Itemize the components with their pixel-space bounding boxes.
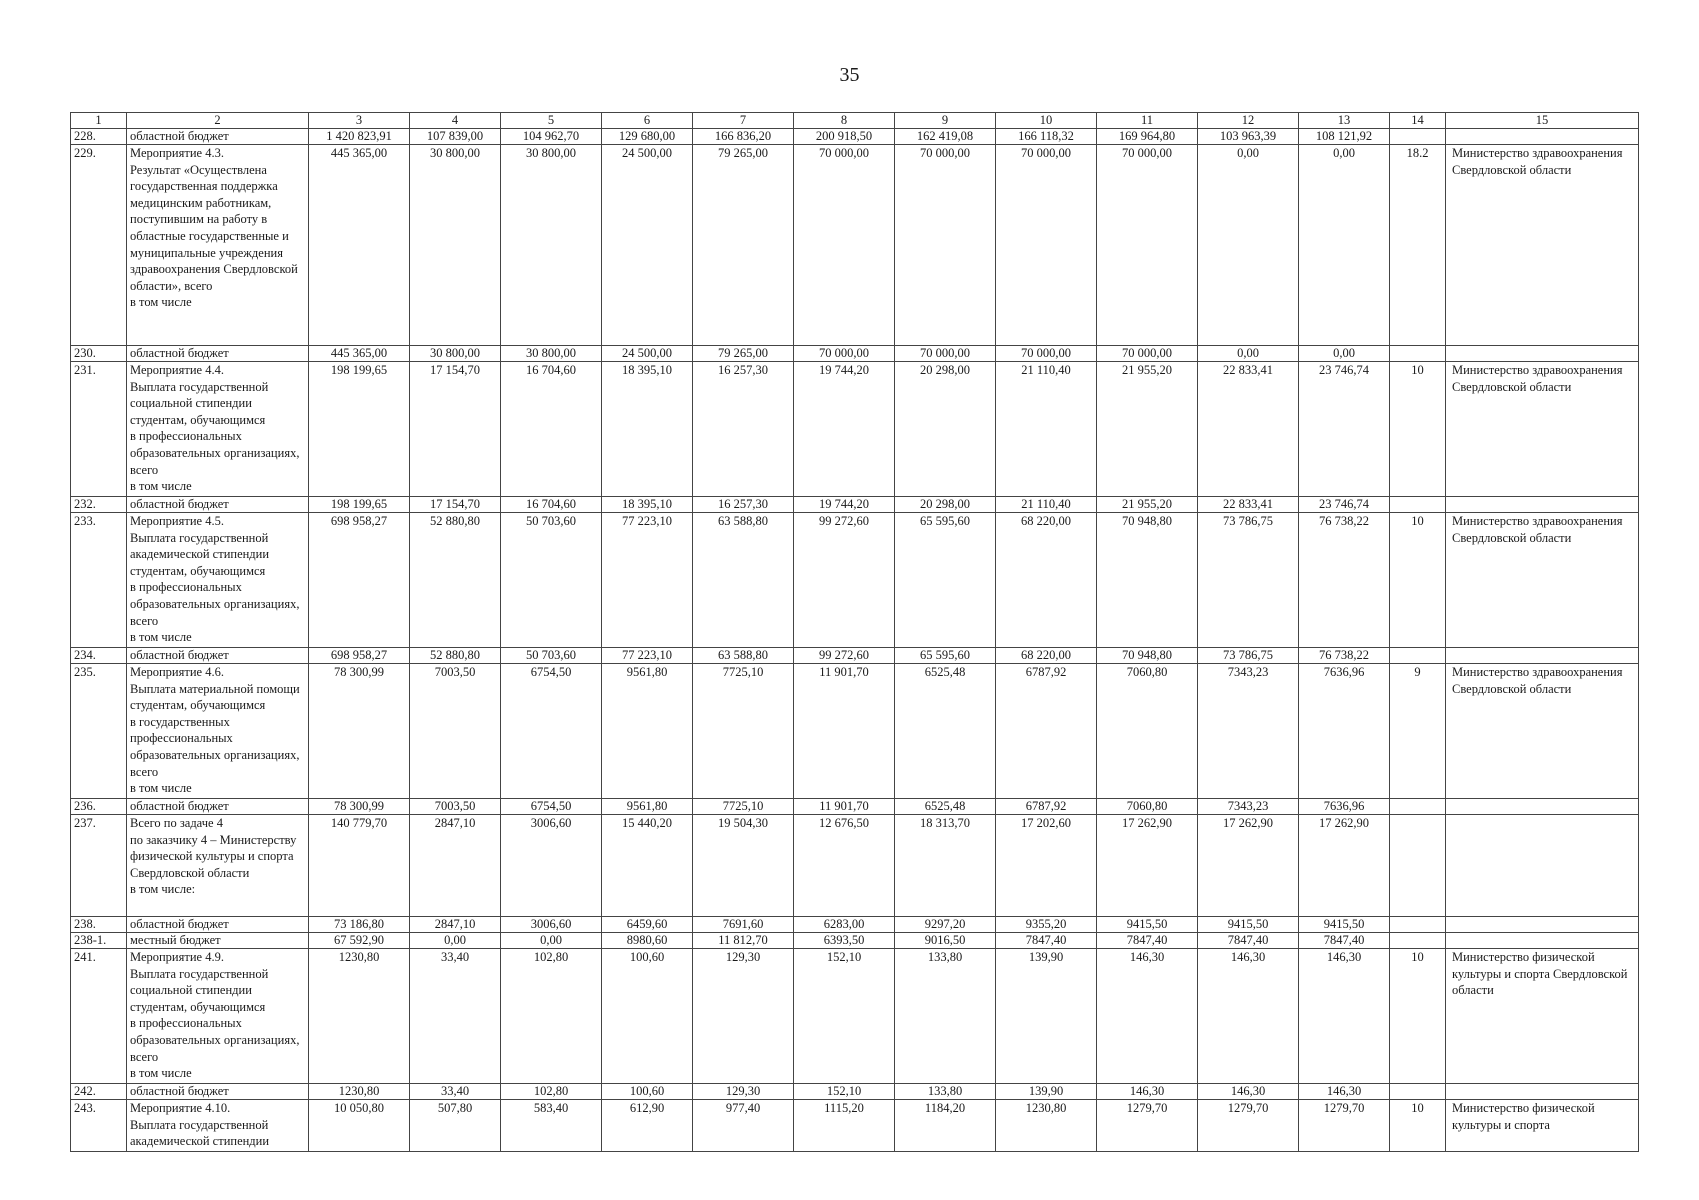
column-number-header: 5 [501, 113, 602, 129]
column-number-header: 9 [895, 113, 996, 129]
amount-cell: 146,30 [1299, 1084, 1390, 1100]
item-name-line: областной бюджет [130, 497, 229, 511]
amount-cell: 146,30 [1299, 949, 1390, 1084]
amount-cell: 73 786,75 [1198, 513, 1299, 648]
amount-cell: 1230,80 [309, 949, 410, 1084]
target-indicator-number: 10 [1390, 513, 1446, 648]
responsible-executor [1446, 799, 1639, 815]
amount-cell: 146,30 [1198, 949, 1299, 1084]
row-number: 236. [71, 799, 127, 815]
amount-cell: 107 839,00 [410, 129, 501, 145]
amount-cell: 23 746,74 [1299, 497, 1390, 513]
target-indicator-number: 10 [1390, 362, 1446, 497]
item-name-line: в том числе [130, 781, 192, 796]
amount-cell: 9297,20 [895, 917, 996, 933]
amount-cell: 152,10 [794, 949, 895, 1084]
amount-cell: 30 800,00 [501, 346, 602, 362]
amount-cell: 583,40 [501, 1100, 602, 1152]
item-name [127, 497, 309, 513]
amount-cell: 76 738,22 [1299, 513, 1390, 648]
item-name-line: в том числе [130, 630, 192, 645]
table-header-row [71, 113, 1639, 129]
amount-cell: 7847,40 [996, 933, 1097, 949]
amount-cell: 16 257,30 [693, 362, 794, 497]
amount-cell: 1279,70 [1097, 1100, 1198, 1152]
column-number-header: 15 [1446, 113, 1639, 129]
item-name-line: областной бюджет [130, 917, 229, 931]
item-name-line: Мероприятие 4.6. [130, 665, 224, 679]
amount-cell: 9016,50 [895, 933, 996, 949]
amount-cell: 162 419,08 [895, 129, 996, 145]
row-number: 231. [71, 362, 127, 497]
amount-cell: 22 833,41 [1198, 497, 1299, 513]
amount-cell: 9355,20 [996, 917, 1097, 933]
amount-cell: 73 786,75 [1198, 648, 1299, 664]
item-name-line: Всего по задаче 4 [130, 816, 223, 830]
amount-cell: 70 000,00 [996, 346, 1097, 362]
amount-cell: 70 000,00 [996, 145, 1097, 346]
row-number: 233. [71, 513, 127, 648]
amount-cell: 12 676,50 [794, 815, 895, 917]
responsible-executor [1446, 346, 1639, 362]
amount-cell: 146,30 [1097, 1084, 1198, 1100]
amount-cell: 19 744,20 [794, 362, 895, 497]
amount-cell: 11 812,70 [693, 933, 794, 949]
amount-cell: 70 948,80 [1097, 648, 1198, 664]
target-indicator-number [1390, 346, 1446, 362]
amount-cell: 104 962,70 [501, 129, 602, 145]
amount-cell: 129,30 [693, 1084, 794, 1100]
item-name-line: Выплата государственной социальной стипендии студентам, обучающимся [130, 966, 269, 1014]
amount-cell: 0,00 [1299, 145, 1390, 346]
amount-cell: 139,90 [996, 949, 1097, 1084]
item-name-line: в том числе [130, 479, 192, 494]
item-name [127, 815, 309, 917]
amount-cell: 7003,50 [410, 799, 501, 815]
amount-cell: 70 000,00 [895, 346, 996, 362]
amount-cell: 16 257,30 [693, 497, 794, 513]
amount-cell: 6787,92 [996, 664, 1097, 799]
amount-cell: 507,80 [410, 1100, 501, 1152]
table-row [71, 949, 1639, 1084]
item-name-line: областной бюджет [130, 346, 229, 360]
row-number: 243. [71, 1100, 127, 1152]
row-number: 229. [71, 145, 127, 346]
amount-cell: 99 272,60 [794, 513, 895, 648]
item-name [127, 513, 309, 648]
amount-cell: 146,30 [1198, 1084, 1299, 1100]
amount-cell: 16 704,60 [501, 362, 602, 497]
amount-cell: 17 154,70 [410, 497, 501, 513]
table-row [71, 1084, 1639, 1100]
amount-cell: 6459,60 [602, 917, 693, 933]
amount-cell: 16 704,60 [501, 497, 602, 513]
amount-cell: 166 836,20 [693, 129, 794, 145]
amount-cell: 70 948,80 [1097, 513, 1198, 648]
amount-cell: 140 779,70 [309, 815, 410, 917]
amount-cell: 76 738,22 [1299, 648, 1390, 664]
amount-cell: 100,60 [602, 949, 693, 1084]
table-row [71, 648, 1639, 664]
amount-cell: 24 500,00 [602, 145, 693, 346]
item-name-line: Выплата материальной помощи студентам, обучающимся [130, 681, 300, 713]
amount-cell: 19 504,30 [693, 815, 794, 917]
amount-cell: 7636,96 [1299, 664, 1390, 799]
amount-cell: 70 000,00 [1097, 145, 1198, 346]
table-row [71, 1100, 1639, 1152]
column-number-header: 3 [309, 113, 410, 129]
row-number: 232. [71, 497, 127, 513]
amount-cell: 15 440,20 [602, 815, 693, 917]
amount-cell: 0,00 [410, 933, 501, 949]
amount-cell: 7725,10 [693, 799, 794, 815]
table-row [71, 129, 1639, 145]
responsible-executor [1446, 497, 1639, 513]
row-number: 228. [71, 129, 127, 145]
column-number-header: 10 [996, 113, 1097, 129]
responsible-executor: Министерство физической культуры и спорта Свердловской области [1446, 949, 1639, 1084]
item-name-line: по заказчику 4 – Министерству физической культуры и спорта Свердловской области [130, 832, 297, 880]
amount-cell: 129 680,00 [602, 129, 693, 145]
amount-cell: 63 588,80 [693, 648, 794, 664]
amount-cell: 1279,70 [1198, 1100, 1299, 1152]
amount-cell: 70 000,00 [794, 145, 895, 346]
amount-cell: 200 918,50 [794, 129, 895, 145]
amount-cell: 79 265,00 [693, 346, 794, 362]
amount-cell: 7003,50 [410, 664, 501, 799]
amount-cell: 7725,10 [693, 664, 794, 799]
amount-cell: 30 800,00 [501, 145, 602, 346]
amount-cell: 65 595,60 [895, 513, 996, 648]
amount-cell: 52 880,80 [410, 648, 501, 664]
row-number: 234. [71, 648, 127, 664]
amount-cell: 102,80 [501, 949, 602, 1084]
amount-cell: 9561,80 [602, 664, 693, 799]
item-name-line: местный бюджет [130, 933, 221, 947]
amount-cell: 33,40 [410, 1084, 501, 1100]
amount-cell: 21 955,20 [1097, 497, 1198, 513]
amount-cell: 6754,50 [501, 664, 602, 799]
amount-cell: 7691,60 [693, 917, 794, 933]
amount-cell: 0,00 [1299, 346, 1390, 362]
amount-cell: 139,90 [996, 1084, 1097, 1100]
table-row [71, 664, 1639, 799]
target-indicator-number [1390, 933, 1446, 949]
amount-cell: 77 223,10 [602, 648, 693, 664]
item-name-line: Выплата государственной академической стипендии [130, 1117, 270, 1149]
amount-cell: 21 110,40 [996, 497, 1097, 513]
item-name-line: в том числе: [130, 882, 196, 897]
column-number-header: 13 [1299, 113, 1390, 129]
column-number-header: 7 [693, 113, 794, 129]
amount-cell: 6754,50 [501, 799, 602, 815]
amount-cell: 78 300,99 [309, 799, 410, 815]
amount-cell: 20 298,00 [895, 497, 996, 513]
amount-cell: 698 958,27 [309, 648, 410, 664]
amount-cell: 102,80 [501, 1084, 602, 1100]
target-indicator-number [1390, 815, 1446, 917]
amount-cell: 9415,50 [1299, 917, 1390, 933]
item-name-line: в профессиональных образовательных организациях, всего [130, 580, 300, 628]
responsible-executor [1446, 815, 1639, 917]
amount-cell: 18 395,10 [602, 362, 693, 497]
amount-cell: 17 202,60 [996, 815, 1097, 917]
amount-cell: 3006,60 [501, 815, 602, 917]
responsible-executor [1446, 648, 1639, 664]
amount-cell: 50 703,60 [501, 513, 602, 648]
amount-cell: 7847,40 [1097, 933, 1198, 949]
amount-cell: 17 262,90 [1097, 815, 1198, 917]
column-number-header: 2 [127, 113, 309, 129]
item-name-line: Мероприятие 4.3. [130, 146, 224, 160]
item-name-line: в том числе [130, 295, 192, 310]
amount-cell: 1115,20 [794, 1100, 895, 1152]
amount-cell: 133,80 [895, 1084, 996, 1100]
target-indicator-number [1390, 497, 1446, 513]
column-number-header: 4 [410, 113, 501, 129]
amount-cell: 445 365,00 [309, 145, 410, 346]
amount-cell: 977,40 [693, 1100, 794, 1152]
row-number: 241. [71, 949, 127, 1084]
item-name-line: Мероприятие 4.10. [130, 1101, 231, 1115]
item-name [127, 145, 309, 346]
amount-cell: 30 800,00 [410, 346, 501, 362]
row-number: 230. [71, 346, 127, 362]
table-row [71, 917, 1639, 933]
item-name-line: Мероприятие 4.9. [130, 950, 224, 964]
amount-cell: 0,00 [501, 933, 602, 949]
amount-cell: 18 395,10 [602, 497, 693, 513]
amount-cell: 77 223,10 [602, 513, 693, 648]
item-name [127, 1100, 309, 1152]
amount-cell: 1 420 823,91 [309, 129, 410, 145]
amount-cell: 0,00 [1198, 145, 1299, 346]
amount-cell: 166 118,32 [996, 129, 1097, 145]
amount-cell: 21 955,20 [1097, 362, 1198, 497]
target-indicator-number: 10 [1390, 949, 1446, 1084]
amount-cell: 9415,50 [1198, 917, 1299, 933]
amount-cell: 11 901,70 [794, 799, 895, 815]
amount-cell: 445 365,00 [309, 346, 410, 362]
item-name-line: областной бюджет [130, 129, 229, 143]
amount-cell: 2847,10 [410, 815, 501, 917]
target-indicator-number: 10 [1390, 1100, 1446, 1152]
amount-cell: 8980,60 [602, 933, 693, 949]
amount-cell: 6525,48 [895, 664, 996, 799]
row-number: 235. [71, 664, 127, 799]
amount-cell: 6525,48 [895, 799, 996, 815]
item-name-line: Выплата государственной академической стипендии студентам, обучающимся [130, 530, 270, 578]
responsible-executor [1446, 933, 1639, 949]
amount-cell: 152,10 [794, 1084, 895, 1100]
amount-cell: 19 744,20 [794, 497, 895, 513]
amount-cell: 52 880,80 [410, 513, 501, 648]
amount-cell: 63 588,80 [693, 513, 794, 648]
amount-cell: 103 963,39 [1198, 129, 1299, 145]
amount-cell: 33,40 [410, 949, 501, 1084]
amount-cell: 67 592,90 [309, 933, 410, 949]
amount-cell: 17 262,90 [1299, 815, 1390, 917]
amount-cell: 1184,20 [895, 1100, 996, 1152]
target-indicator-number [1390, 129, 1446, 145]
item-name-line: областной бюджет [130, 648, 229, 662]
column-number-header: 12 [1198, 113, 1299, 129]
page-number: 35 [839, 64, 860, 86]
item-name-line: Выплата государственной социальной стипендии студентам, обучающимся [130, 379, 269, 427]
budget-table [70, 112, 1639, 1152]
column-number-header: 11 [1097, 113, 1198, 129]
table-row [71, 815, 1639, 917]
amount-cell: 79 265,00 [693, 145, 794, 346]
item-name-line: в профессиональных образовательных организациях, всего [130, 429, 300, 477]
table-row [71, 513, 1639, 648]
table-row [71, 346, 1639, 362]
target-indicator-number [1390, 799, 1446, 815]
amount-cell: 198 199,65 [309, 362, 410, 497]
amount-cell: 99 272,60 [794, 648, 895, 664]
item-name [127, 917, 309, 933]
amount-cell: 68 220,00 [996, 648, 1097, 664]
amount-cell: 68 220,00 [996, 513, 1097, 648]
amount-cell: 146,30 [1097, 949, 1198, 1084]
amount-cell: 6283,00 [794, 917, 895, 933]
amount-cell: 2847,10 [410, 917, 501, 933]
amount-cell: 7636,96 [1299, 799, 1390, 815]
amount-cell: 1279,70 [1299, 1100, 1390, 1152]
amount-cell: 133,80 [895, 949, 996, 1084]
amount-cell: 17 262,90 [1198, 815, 1299, 917]
amount-cell: 7847,40 [1198, 933, 1299, 949]
amount-cell: 50 703,60 [501, 648, 602, 664]
amount-cell: 7343,23 [1198, 664, 1299, 799]
responsible-executor [1446, 917, 1639, 933]
amount-cell: 70 000,00 [895, 145, 996, 346]
item-name [127, 933, 309, 949]
item-name-line: областной бюджет [130, 1084, 229, 1098]
amount-cell: 70 000,00 [1097, 346, 1198, 362]
item-name-line: Мероприятие 4.4. [130, 363, 224, 377]
amount-cell: 1230,80 [996, 1100, 1097, 1152]
row-number: 237. [71, 815, 127, 917]
target-indicator-number [1390, 917, 1446, 933]
column-number-header: 1 [71, 113, 127, 129]
amount-cell: 698 958,27 [309, 513, 410, 648]
responsible-executor: Министерство здравоохранения Свердловской области [1446, 664, 1639, 799]
amount-cell: 108 121,92 [1299, 129, 1390, 145]
amount-cell: 9561,80 [602, 799, 693, 815]
amount-cell: 20 298,00 [895, 362, 996, 497]
amount-cell: 18 313,70 [895, 815, 996, 917]
row-number: 238-1. [71, 933, 127, 949]
amount-cell: 65 595,60 [895, 648, 996, 664]
target-indicator-number: 18.2 [1390, 145, 1446, 346]
column-number-header: 6 [602, 113, 693, 129]
table-row [71, 933, 1639, 949]
amount-cell: 23 746,74 [1299, 362, 1390, 497]
amount-cell: 17 154,70 [410, 362, 501, 497]
amount-cell: 11 901,70 [794, 664, 895, 799]
amount-cell: 0,00 [1198, 346, 1299, 362]
item-name [127, 346, 309, 362]
amount-cell: 78 300,99 [309, 664, 410, 799]
item-name-line: в профессиональных образовательных организациях, всего [130, 1016, 300, 1064]
column-number-header: 8 [794, 113, 895, 129]
amount-cell: 6393,50 [794, 933, 895, 949]
amount-cell: 129,30 [693, 949, 794, 1084]
target-indicator-number [1390, 648, 1446, 664]
target-indicator-number [1390, 1084, 1446, 1100]
amount-cell: 7343,23 [1198, 799, 1299, 815]
amount-cell: 7060,80 [1097, 799, 1198, 815]
responsible-executor: Министерство здравоохранения Свердловской области [1446, 362, 1639, 497]
amount-cell: 24 500,00 [602, 346, 693, 362]
amount-cell: 21 110,40 [996, 362, 1097, 497]
item-name [127, 664, 309, 799]
amount-cell: 6787,92 [996, 799, 1097, 815]
item-name [127, 129, 309, 145]
amount-cell: 70 000,00 [794, 346, 895, 362]
amount-cell: 7060,80 [1097, 664, 1198, 799]
responsible-executor: Министерство здравоохранения Свердловской области [1446, 513, 1639, 648]
responsible-executor [1446, 1084, 1639, 1100]
amount-cell: 1230,80 [309, 1084, 410, 1100]
amount-cell: 73 186,80 [309, 917, 410, 933]
amount-cell: 10 050,80 [309, 1100, 410, 1152]
amount-cell: 3006,60 [501, 917, 602, 933]
column-number-header: 14 [1390, 113, 1446, 129]
item-name-line: в том числе [130, 1066, 192, 1081]
responsible-executor: Министерство здравоохранения Свердловской области [1446, 145, 1639, 346]
table-row [71, 145, 1639, 346]
amount-cell: 198 199,65 [309, 497, 410, 513]
row-number: 242. [71, 1084, 127, 1100]
amount-cell: 9415,50 [1097, 917, 1198, 933]
responsible-executor: Министерство физической культуры и спорта [1446, 1100, 1639, 1152]
table-row [71, 362, 1639, 497]
item-name-line: Мероприятие 4.5. [130, 514, 224, 528]
item-name [127, 648, 309, 664]
target-indicator-number: 9 [1390, 664, 1446, 799]
item-name [127, 1084, 309, 1100]
item-name-line: областной бюджет [130, 799, 229, 813]
amount-cell: 7847,40 [1299, 933, 1390, 949]
amount-cell: 169 964,80 [1097, 129, 1198, 145]
amount-cell: 22 833,41 [1198, 362, 1299, 497]
row-number: 238. [71, 917, 127, 933]
amount-cell: 612,90 [602, 1100, 693, 1152]
item-name-line: Результат «Осуществлена государственная поддержка медицинским работникам, поступившим на работу в областные государственные и муниципальные учреждения здравоохранения Свердловской области», всего [130, 162, 298, 293]
table-row [71, 799, 1639, 815]
table-row [71, 497, 1639, 513]
item-name-line: в государственных профессиональных образовательных организациях, всего [130, 714, 300, 779]
responsible-executor [1446, 129, 1639, 145]
amount-cell: 30 800,00 [410, 145, 501, 346]
item-name [127, 799, 309, 815]
item-name [127, 949, 309, 1084]
amount-cell: 100,60 [602, 1084, 693, 1100]
item-name [127, 362, 309, 497]
